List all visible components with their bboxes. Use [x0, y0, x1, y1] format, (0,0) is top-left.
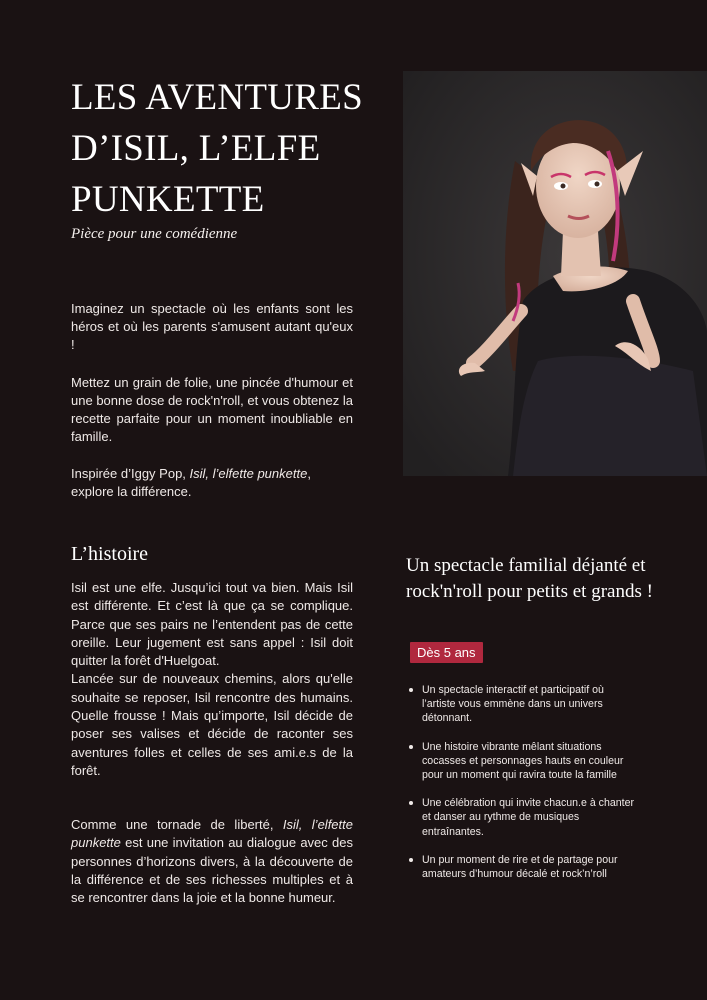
promo-heading: Un spectacle familial déjanté et rock'n'roll pour petits et grands !: [406, 555, 653, 602]
histoire-paragraph-2: [71, 816, 353, 907]
feature-item: Un spectacle interactif et participatif où l’artiste vous emmène dans un univers détonnant.: [406, 683, 638, 726]
page-title: [71, 72, 391, 225]
title-line-3: PUNKETTE: [71, 179, 265, 220]
title-line-1: LES AVENTURES: [71, 77, 364, 118]
intro-paragraph-2: Mettez un grain de folie, une pincée d'humour et une bonne dose de rock'n'roll, et vous obtenez la recette parfaite pour un moment inoubliable en famille.: [71, 375, 353, 444]
title-line-2: D’ISIL, L’ELFE: [71, 128, 321, 169]
histoire-2-show-name: Isil, l’elfette punkette: [71, 817, 353, 851]
feature-item: Un pur moment de rire et de partage pour amateurs d’humour décalé et rock’n’roll: [406, 853, 638, 881]
features-list: [406, 683, 638, 895]
intro-paragraph-3: [71, 465, 353, 501]
histoire-1b: Lancée sur de nouveaux chemins, alors qu'elle souhaite se reposer, Isil rencontre des humains. Quelle frousse ! Mais qu’importe, Isil décide de poser ses valises et décide de raconter ses aventures folles et celles de ses ami.e.s de la forêt.: [71, 671, 353, 778]
intro-3-text-b: , explore la différence.: [71, 466, 311, 499]
elf-performer-illustration: [403, 71, 707, 476]
performer-photo: [403, 71, 707, 476]
age-badge: Dès 5 ans: [410, 642, 483, 663]
histoire-heading: L’histoire: [71, 543, 149, 565]
intro-3-text-a: Inspirée d’Iggy Pop,: [71, 466, 190, 481]
feature-item: Une histoire vibrante mêlant situations cocasses et personnages hauts en couleur pour un moment qui ravira toute la famille: [406, 740, 638, 783]
histoire-1a: Isil est une elfe. Jusqu’ici tout va bien. Mais Isil est différente. Et c’est là que ça se complique. Parce que ses pairs ne l’entendent pas de cette oreille. Leur jugement est sans appel : Isil doit quitter la forêt d'Huelgoat.: [71, 580, 353, 669]
histoire-2-text-a: Comme une tornade de liberté,: [71, 817, 283, 832]
histoire-2-text-b: est une invitation au dialogue avec des personnes d’horizons divers, à la découverte de la différence et de ses richesses multiples et à se rencontrer dans la joie et la bonne humeur.: [71, 835, 353, 906]
intro-paragraph-1: Imaginez un spectacle où les enfants sont les héros et où les parents s'amusent autant qu'eux !: [71, 301, 353, 352]
feature-item: Une célébration qui invite chacun.e à chanter et danser au rythme de musiques entraînantes.: [406, 796, 638, 839]
subtitle: Pièce pour une comédienne: [71, 226, 238, 242]
histoire-paragraph-1: [71, 579, 353, 780]
intro-3-show-name: Isil, l’elfette punkette: [189, 466, 308, 481]
